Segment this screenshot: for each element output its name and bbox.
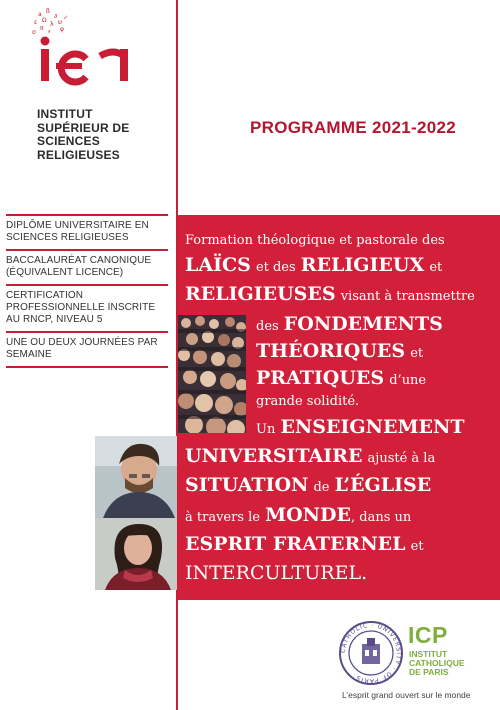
- panel-line-4: [256, 313, 443, 335]
- divider: [6, 366, 168, 368]
- seal-text: CATHOLIC · UNIVERSITY · OF PARIS: [339, 621, 403, 685]
- panel-line-2: [185, 254, 442, 276]
- panel-text: à travers le: [185, 510, 260, 525]
- panel-text: Un: [256, 422, 276, 437]
- program-title: PROGRAMME 2021-2022: [250, 118, 456, 137]
- panel-text: et: [410, 346, 424, 361]
- svg-text:ש: ש: [58, 19, 63, 26]
- panel-text: et des: [255, 260, 296, 275]
- panel-text: , dans un: [351, 510, 412, 525]
- panel-line-5: [256, 340, 423, 362]
- icp-sub-line-3: DE PARIS: [409, 667, 449, 677]
- panel-line-6: [256, 367, 426, 389]
- panel-text: et: [429, 260, 443, 275]
- panel-line-1: Formation théologique et pastorale des: [185, 233, 445, 248]
- panel-text: d’une: [389, 373, 427, 388]
- panel-text: ajusté à la: [367, 451, 436, 466]
- keyword-monde: MONDE: [265, 504, 351, 526]
- institute-line-1: INSTITUT: [37, 107, 93, 121]
- svg-text:φ: φ: [60, 26, 64, 33]
- panel-line-12: [185, 533, 424, 555]
- list-item: BACCALAURÉAT CANONIQUE (ÉQUIVALENT LICENCE): [6, 255, 152, 278]
- institute-line-3: SCIENCES: [37, 134, 100, 148]
- portrait-woman-photo: [95, 518, 177, 590]
- keyword-eglise: L’ÉGLISE: [334, 474, 432, 496]
- icp-seal-logo: [338, 620, 404, 686]
- panel-line-3: [185, 283, 475, 305]
- keyword-laics: LAÏCS: [185, 254, 251, 276]
- svg-text:σ: σ: [32, 29, 36, 36]
- panel-line-10: [185, 474, 431, 496]
- svg-text:a: a: [38, 11, 42, 18]
- institute-line-4: RELIGIEUSES: [37, 147, 120, 162]
- keyword-theoriques: THÉORIQUES: [256, 340, 406, 362]
- keyword-religieux: RELIGIEUX: [300, 254, 425, 276]
- program-features-list: [0, 214, 168, 368]
- panel-line-13: INTERCULTUREL.: [185, 562, 368, 584]
- icp-sub-line-1: INSTITUT: [409, 649, 448, 659]
- svg-text:Ω: Ω: [42, 17, 47, 24]
- portrait-man-photo: [95, 436, 177, 518]
- keyword-situation: SITUATION: [185, 474, 309, 496]
- keyword-esprit-fraternel: ESPRIT FRATERNEL: [185, 533, 406, 555]
- svg-text:ر: ر: [64, 12, 67, 19]
- svg-text:∂: ∂: [54, 13, 58, 20]
- panel-text: des: [256, 319, 279, 334]
- icp-tagline: L’esprit grand ouvert sur le monde: [342, 690, 471, 700]
- institute-line-2: SUPÉRIEUR DE: [37, 120, 130, 135]
- keyword-pratiques: PRATIQUES: [256, 367, 385, 389]
- svg-text:λ: λ: [50, 21, 54, 28]
- svg-text:ء: ء: [48, 28, 51, 35]
- list-item: UNE OU DEUX JOURNÉES PAR SEMAINE: [6, 337, 158, 360]
- panel-line-11: [185, 504, 411, 526]
- icp-institution-name: [409, 650, 465, 677]
- icp-logo-text: ICP: [408, 622, 448, 648]
- crowd-photo: [178, 315, 246, 433]
- list-item: CERTIFICATION PROFESSIONNELLE INSCRITE AU RNCP, NIVEAU 5: [6, 290, 156, 325]
- panel-line-7: grande solidité.: [256, 394, 360, 409]
- list-item: DIPLÔME UNIVERSITAIRE EN SCIENCES RELIGIEUSES: [6, 220, 149, 243]
- svg-text:π: π: [40, 25, 44, 32]
- panel-text: de: [313, 480, 330, 495]
- svg-text:ε: ε: [34, 19, 38, 26]
- ier-logo: [24, 6, 174, 116]
- panel-text: visant à transmettre: [340, 289, 475, 304]
- keyword-religieuses: RELIGIEUSES: [185, 283, 336, 305]
- keyword-enseignement: ENSEIGNEMENT: [280, 416, 465, 438]
- panel-line-9: [185, 445, 435, 467]
- keyword-universitaire: UNIVERSITAIRE: [185, 445, 363, 467]
- panel-line-8: [256, 416, 464, 438]
- keyword-fondements: FONDEMENTS: [283, 313, 443, 335]
- ier-logo-mark: [24, 6, 174, 116]
- institute-name: [37, 108, 129, 162]
- svg-text:ß: ß: [46, 8, 50, 15]
- icp-sub-line-2: CATHOLIQUE: [409, 658, 465, 668]
- panel-text: et: [410, 539, 424, 554]
